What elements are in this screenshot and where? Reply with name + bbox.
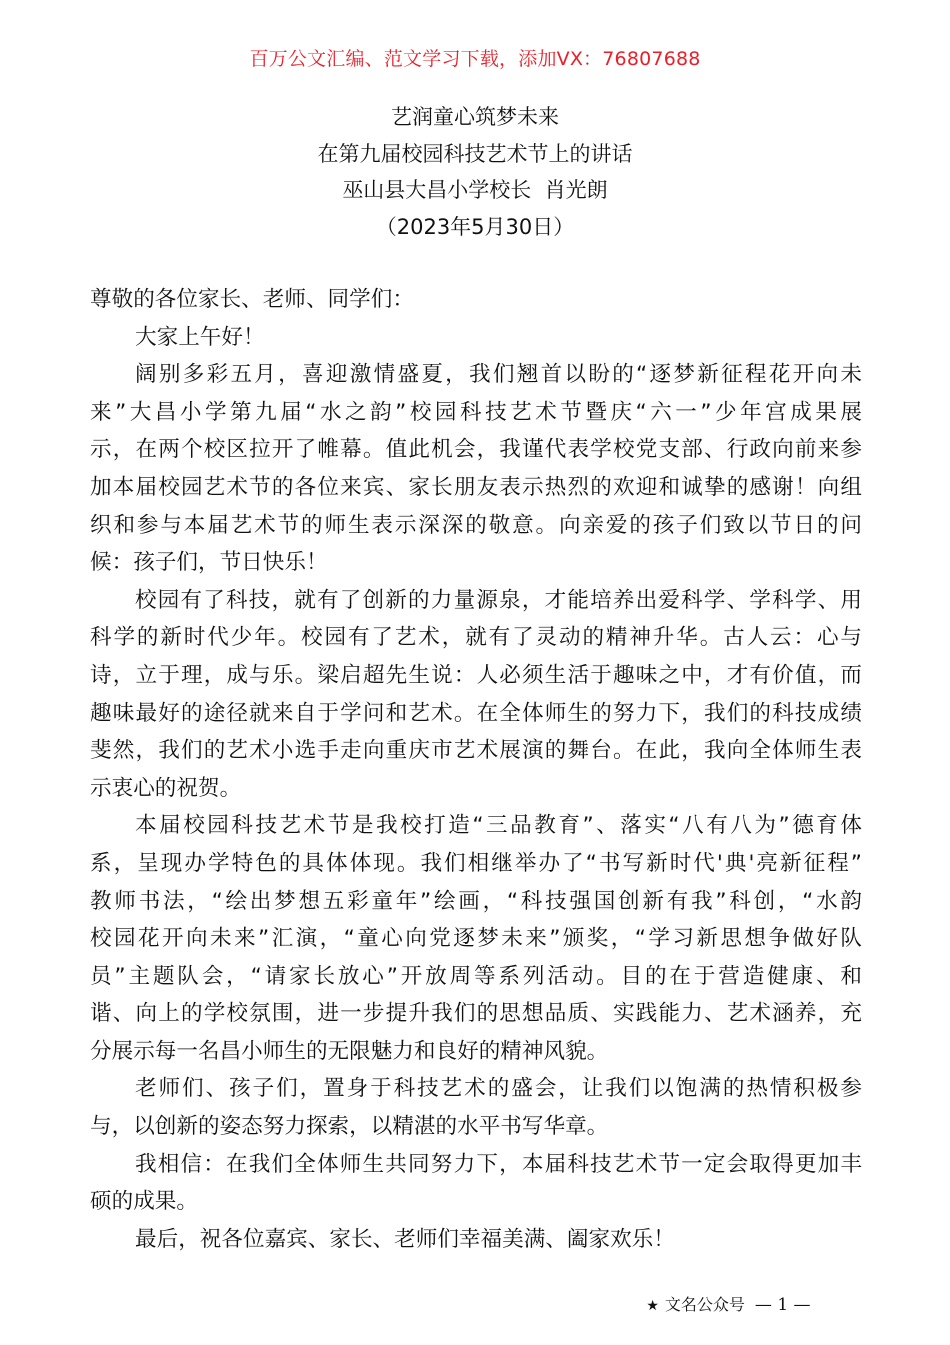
paragraph-line: 诗，立于理，成与乐。梁启超先生说：人必须生活于趣味之中，才有价值，而 xyxy=(90,662,862,688)
paragraph-line: 趣味最好的途径就来自于学问和艺术。在全体师生的努力下，我们的科技成绩 xyxy=(90,700,862,726)
speech-subtitle: 在第九届校园科技艺术节上的讲话 xyxy=(317,141,633,166)
paragraph xyxy=(90,356,862,582)
paragraph-line: 与，以创新的姿态努力探索，以精湛的水平书写华章。 xyxy=(90,1114,609,1140)
paragraph-line: 最后，祝各位嘉宾、家长、老师们幸福美满、阖家欢乐！ xyxy=(135,1226,675,1252)
page-footer xyxy=(626,1266,811,1345)
paragraph-line: 分展示每一名昌小师生的无限魅力和良好的精神风貌。 xyxy=(90,1038,609,1064)
paragraph-line: 老师们、孩子们，置身于科技艺术的盛会，让我们以饱满的热情积极参 xyxy=(135,1076,862,1102)
promo-banner: 百万公文汇编、范文学习下载，添加VX：76807688 xyxy=(249,48,701,70)
speech-title: 艺润童心筑梦未来 xyxy=(391,105,559,129)
greeting: 大家上午好！ xyxy=(135,324,265,350)
paragraph-line: 示，在两个校区拉开了帷幕。值此机会，我谨代表学校党支部、行政向前来参 xyxy=(90,437,862,463)
paragraph xyxy=(90,1221,862,1259)
paragraph xyxy=(90,1146,862,1221)
salutation: 尊敬的各位家长、老师、同学们： xyxy=(90,287,414,312)
paragraph-line: 候：孩子们，节日快乐！ xyxy=(90,550,328,576)
paragraph-line: 科学的新时代少年。校园有了艺术，就有了灵动的精神升华。古人云：心与 xyxy=(90,625,862,651)
paragraph-line: 斐然，我们的艺术小选手走向重庆市艺术展演的舞台。在此，我向全体师生表 xyxy=(90,738,862,764)
star-icon: ★ xyxy=(646,1298,659,1314)
speech-body xyxy=(90,281,862,1258)
page-number: — 1 — xyxy=(754,1295,811,1315)
paragraph xyxy=(90,1070,862,1145)
paragraph-line: 硕的成果。 xyxy=(90,1189,198,1215)
paragraph xyxy=(90,807,862,1070)
paragraph-line: 本届校园科技艺术节是我校打造“三品教育”、落实“八有八为”德育体 xyxy=(135,813,862,839)
title-block xyxy=(0,99,950,245)
paragraph-line: 来”大昌小学第九届“水之韵”校园科技艺术节暨庆“六一”少年宫成果展 xyxy=(90,399,862,425)
paragraph-line: 加本届校园艺术节的各位来宾、家长朋友表示热烈的欢迎和诚挚的感谢！向组 xyxy=(90,474,862,500)
paragraph-line: 织和参与本届艺术节的师生表示深深的敬意。向亲爱的孩子们致以节日的问 xyxy=(90,512,862,538)
speech-date: （2023年5月30日） xyxy=(375,214,575,239)
paragraph-line: 校园有了科技，就有了创新的力量源泉，才能培养出爱科学、学科学、用 xyxy=(135,587,862,613)
paragraph-line: 示衷心的祝贺。 xyxy=(90,775,242,801)
paragraph xyxy=(90,582,862,808)
speaker-line: 巫山县大昌小学校长 肖光朗 xyxy=(342,178,608,202)
paragraph-line: 我相信：在我们全体师生共同努力下，本届科技艺术节一定会取得更加丰 xyxy=(135,1151,862,1177)
paragraph-line: 谐、向上的学校氛围，进一步提升我们的思想品质、实践能力、艺术涵养，充 xyxy=(90,1001,862,1027)
paragraph-line: 阔别多彩五月，喜迎激情盛夏，我们翘首以盼的“逐梦新征程花开向未 xyxy=(135,362,862,388)
paragraph-line: 教师书法，“绘出梦想五彩童年”绘画，“科技强国创新有我”科创，“水韵 xyxy=(90,888,862,914)
footer-source: 文名公众号 xyxy=(664,1295,745,1314)
paragraph-line: 系，呈现办学特色的具体体现。我们相继举办了“书写新时代'典'亮新征程” xyxy=(90,850,862,876)
paragraph-line: 校园花开向未来”汇演，“童心向党逐梦未来”颁奖，“学习新思想争做好队 xyxy=(90,926,862,952)
paragraph-line: 员”主题队会，“请家长放心”开放周等系列活动。目的在于营造健康、和 xyxy=(90,963,862,989)
